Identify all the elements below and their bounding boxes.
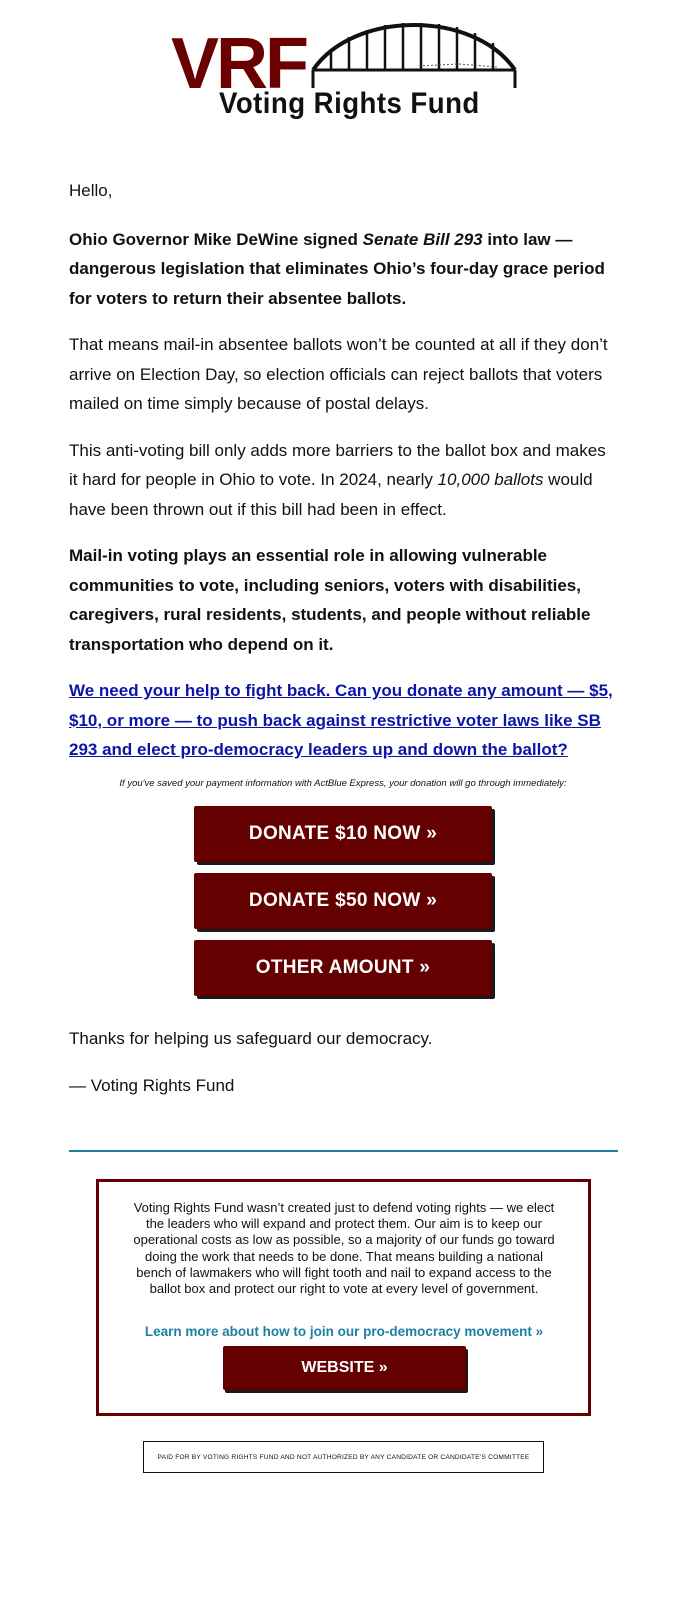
vrf-logo [171,18,521,130]
signoff: — Voting Rights Fund [69,1075,235,1095]
other-amount-button[interactable]: OTHER AMOUNT » [194,940,492,996]
divider [69,1150,618,1152]
bill-name: Senate Bill 293 [362,229,483,249]
greeting: Hello, [69,181,113,200]
logo-wordmark: Voting Rights Fund [219,87,480,120]
ballot-count: 10,000 ballots [437,470,544,489]
bridge-icon [309,18,519,88]
donate-10-button[interactable]: DONATE $10 NOW » [194,806,492,862]
paragraph-bill-signed: Ohio Governor Mike DeWine signed Senate Bill 293 into law — dangerous legislation that eliminates Ohio’s four-day grace period for voters to return their absentee ballots. [69,229,605,308]
donate-50-button[interactable]: DONATE $50 NOW » [194,873,492,929]
learn-more-link[interactable]: Learn more about how to join our pro-democracy movement » [144,1324,544,1339]
footer-box [96,1179,591,1416]
paragraph-mail-in-voting: Mail-in voting plays an essential role in allowing vulnerable communities to vote, including seniors, voters with disabilities, caregivers, rural residents, students, and people without reliable transportation who depend on it. [69,546,591,654]
paragraph-barriers: This anti-voting bill only adds more barriers to the ballot box and makes it hard for people in Ohio to vote. In 2024, nearly 10,000 ballots would have been thrown out if this bill had been in effect. [69,440,606,519]
about-text: Voting Rights Fund wasn’t created just to defend voting rights — we elect the leaders who will expand and protect them. Our aim is to keep our operational costs as low as possible, so a majority of our funds go toward doing the work that needs to be done. That means building a national bench of lawmakers who will fight tooth and nail to expand access to the ballot box and protect our right to vote at every level of government. [133,1200,555,1297]
closing [69,1024,617,1117]
website-button[interactable]: WEBSITE » [223,1346,466,1390]
paragraph-consequence: That means mail-in absentee ballots won’t be counted at all if they don’t arrive on Election Day, so election officials can reject ballots that voters mailed on time simply because of postal delays. [69,335,608,413]
email-body [69,176,617,782]
donate-appeal-link[interactable]: We need your help to fight back. Can you donate any amount — $5, $10, or more — to push back against restrictive voter laws like SB 293 and elect pro-democracy leaders up and down the ballot? [69,681,613,759]
thanks-line: Thanks for helping us safeguard our democracy. [69,1029,433,1048]
paid-for-disclaimer: PAID FOR BY VOTING RIGHTS FUND AND NOT AUTHORIZED BY ANY CANDIDATE OR CANDIDATE’S COMMITTEE [143,1441,544,1473]
cta-paragraph [69,676,617,765]
actblue-express-note: If you've saved your payment information with ActBlue Express, your donation will go through immediately: [119,778,567,789]
logo-mark: VRF [171,24,306,104]
